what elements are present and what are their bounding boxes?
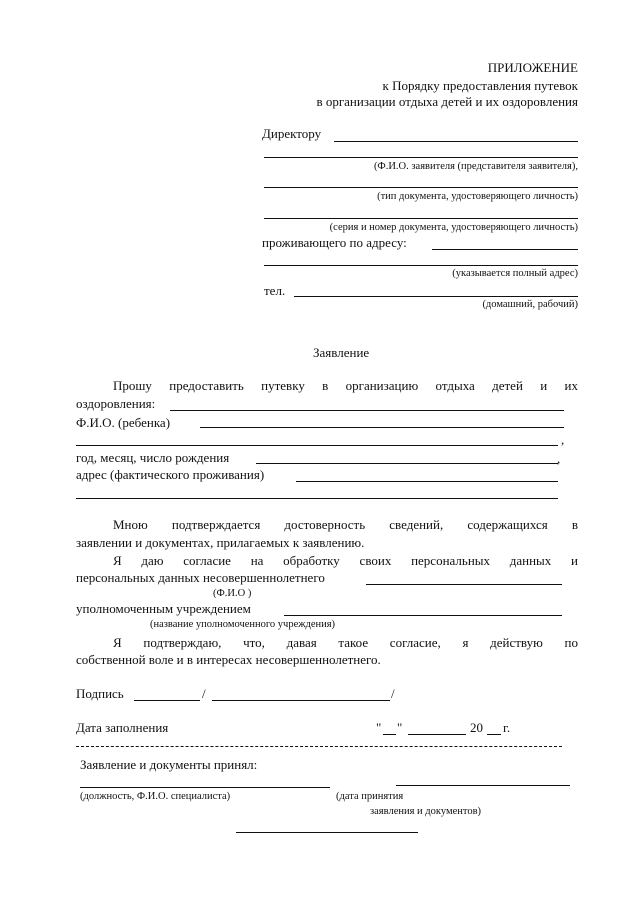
specialist-signature-field[interactable] — [236, 832, 418, 833]
request-line-1: Прошу предоставить путевку в организацию отдыха детей и их — [113, 378, 578, 393]
child-fio-field-1[interactable] — [200, 427, 564, 428]
actual-address-field-2[interactable] — [76, 498, 558, 499]
received-date-hint-2: заявления и документов) — [370, 806, 482, 817]
doc-type-hint: (тип документа, удостоверяющего личность) — [377, 191, 578, 202]
date-quote-close: " — [397, 720, 403, 735]
received-label: Заявление и документы принял: — [80, 757, 258, 772]
child-fio-field-2[interactable] — [76, 445, 558, 446]
date-month-field[interactable] — [408, 734, 466, 735]
minor-fio-field[interactable] — [366, 584, 562, 585]
address-hint: (указывается полный адрес) — [452, 268, 578, 279]
authority-label: уполномоченным учреждением — [76, 601, 251, 616]
birth-date-label: год, месяц, число рождения — [76, 450, 230, 465]
received-date-hint-1: (дата принятия — [336, 791, 404, 802]
director-field[interactable] — [334, 141, 578, 142]
consent-p3-line-2: собственной воле и в интересах несовершеннолетнего. — [76, 652, 381, 667]
child-fio-label: Ф.И.О. (ребенка) — [76, 415, 171, 430]
signature-field[interactable] — [134, 700, 200, 701]
consent-p2-line-2: персональных данных несовершеннолетнего — [76, 570, 325, 585]
doc-type-field[interactable] — [264, 187, 578, 188]
appendix-title: ПРИЛОЖЕНИЕ — [487, 60, 578, 75]
minor-fio-hint: (Ф.И.О ) — [213, 588, 252, 599]
date-year-field[interactable] — [487, 734, 501, 735]
received-date-field[interactable] — [396, 785, 570, 786]
consent-p1-line-2: заявлении и документах, прилагаемых к заявлению. — [76, 535, 365, 550]
address-field-2[interactable] — [264, 265, 578, 266]
consent-p2-line-1: Я даю согласие на обработку своих персональных данных и — [113, 553, 578, 568]
actual-address-field-1[interactable] — [296, 481, 558, 482]
director-label: Директору — [262, 126, 322, 141]
specialist-hint: (должность, Ф.И.О. специалиста) — [80, 791, 231, 802]
address-label: проживающего по адресу: — [262, 235, 407, 250]
phone-field[interactable] — [294, 296, 578, 297]
doc-number-hint: (серия и номер документа, удостоверяющего личность) — [329, 222, 578, 233]
signature-name-field[interactable] — [212, 700, 390, 701]
consent-p1-line-1: Мною подтверждается достоверность сведений, содержащихся в — [113, 517, 578, 532]
applicant-fio-hint: (Ф.И.О. заявителя (представителя заявителя), — [373, 161, 578, 172]
request-line-2: оздоровления: — [76, 396, 156, 411]
consent-p3-line-1: Я подтверждаю, что, давая такое согласие, я действую по — [113, 635, 578, 650]
comma-1: , — [561, 432, 565, 447]
signature-slash-1: / — [202, 686, 206, 701]
applicant-fio-field[interactable] — [264, 157, 578, 158]
authority-field[interactable] — [284, 615, 562, 616]
fill-date-label: Дата заполнения — [76, 720, 169, 735]
authority-hint: (название уполномоченного учреждения) — [150, 619, 336, 630]
address-field-1[interactable] — [432, 249, 578, 250]
date-day-field[interactable] — [383, 734, 396, 735]
doc-number-field[interactable] — [264, 218, 578, 219]
date-year-suffix: г. — [503, 720, 511, 735]
date-year-prefix: 20 — [470, 720, 483, 735]
phone-label: тел. — [264, 283, 286, 298]
document-title: Заявление — [313, 345, 370, 360]
signature-slash-2: / — [391, 686, 395, 701]
organization-field[interactable] — [170, 410, 564, 411]
phone-hint: (домашний, рабочий) — [482, 299, 578, 310]
appendix-line-1: к Порядку предоставления путевок — [382, 78, 578, 93]
birth-date-field[interactable] — [256, 463, 558, 464]
specialist-field[interactable] — [80, 787, 330, 788]
appendix-line-2: в организации отдыха детей и их оздоровления — [316, 94, 578, 109]
signature-label: Подпись — [76, 686, 124, 701]
date-quote-open: " — [376, 720, 382, 735]
cut-line-divider — [76, 746, 562, 747]
actual-address-label: адрес (фактического проживания) — [76, 467, 265, 482]
comma-2: , — [557, 451, 561, 466]
